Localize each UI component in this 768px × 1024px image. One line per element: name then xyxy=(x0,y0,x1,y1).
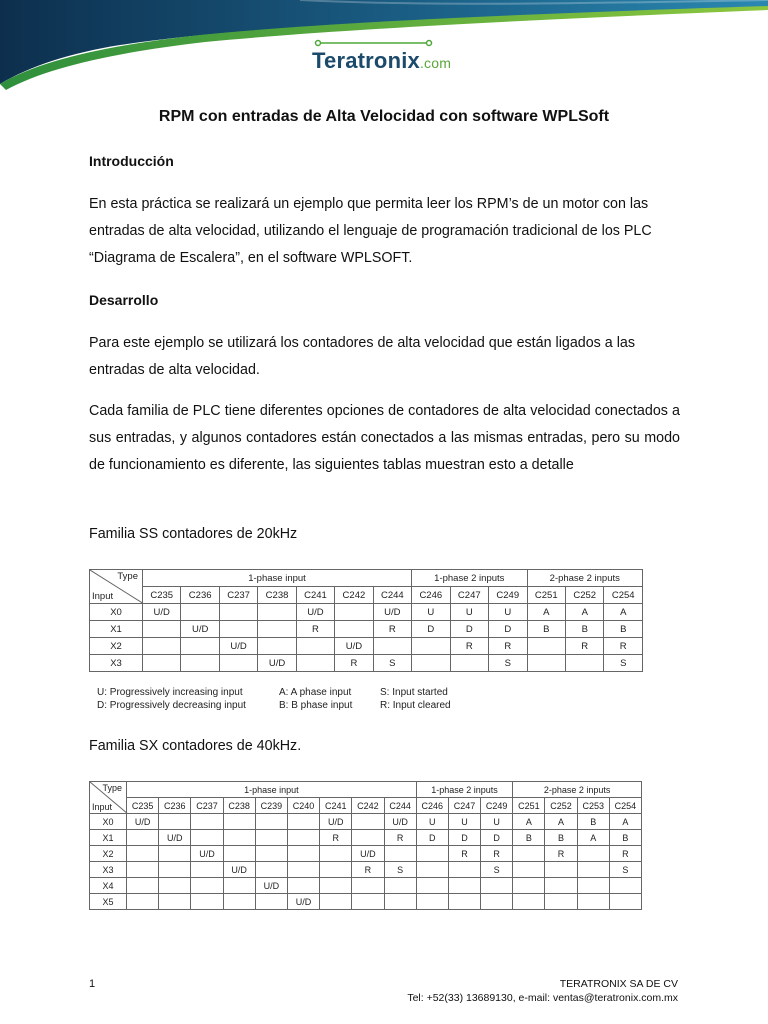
table-cell xyxy=(335,621,373,638)
table-row xyxy=(90,638,643,655)
table-cell xyxy=(545,878,577,894)
table-cell xyxy=(143,638,181,655)
development-heading: Desarrollo xyxy=(89,292,159,308)
table-cell: R xyxy=(604,638,643,655)
table-cell: B xyxy=(527,621,565,638)
table-cell xyxy=(255,894,287,910)
input-row-label: X1 xyxy=(90,830,127,846)
table-cell: B xyxy=(577,814,609,830)
table-cell xyxy=(416,846,448,862)
table-cell xyxy=(609,878,641,894)
table-cell xyxy=(577,878,609,894)
input-row-label: X2 xyxy=(90,846,127,862)
table-row xyxy=(90,862,642,878)
table-cell xyxy=(320,894,352,910)
table-cell xyxy=(609,894,641,910)
document-title: RPM con entradas de Alta Velocidad con software WPLSoft xyxy=(158,108,610,125)
table-cell: U/D xyxy=(191,846,223,862)
footer-contact: Tel: +52(33) 13689130, e-mail: ventas@teratronix.com.mx xyxy=(407,992,678,1004)
table-cell xyxy=(127,862,159,878)
table-cell: R xyxy=(320,830,352,846)
table-cell: S xyxy=(489,655,527,672)
table-cell xyxy=(448,862,480,878)
input-row-label: X4 xyxy=(90,878,127,894)
table-cell xyxy=(287,878,319,894)
table-cell xyxy=(191,814,223,830)
table-row xyxy=(90,894,642,910)
type-label: Type xyxy=(102,783,122,793)
table-cell xyxy=(577,846,609,862)
table-cell: R xyxy=(609,846,641,862)
column-header: C251 xyxy=(513,798,545,814)
column-header: C251 xyxy=(527,587,565,604)
column-header: C241 xyxy=(320,798,352,814)
table-cell: U xyxy=(450,604,488,621)
input-label: Input xyxy=(92,591,114,602)
column-header: C237 xyxy=(219,587,257,604)
table-cell xyxy=(159,814,191,830)
table-cell: A xyxy=(566,604,604,621)
table-cell xyxy=(127,878,159,894)
table-cell xyxy=(416,862,448,878)
footer-contact-block xyxy=(407,977,678,1005)
table-cell: B xyxy=(513,830,545,846)
table-row xyxy=(90,604,643,621)
legend-item: U: Progressively increasing input xyxy=(97,687,243,698)
column-header: C235 xyxy=(127,798,159,814)
table-cell: U/D xyxy=(143,604,181,621)
table-cell: D xyxy=(448,830,480,846)
table-cell xyxy=(513,894,545,910)
table-cell xyxy=(181,655,219,672)
table-cell xyxy=(143,621,181,638)
table-cell: R xyxy=(450,638,488,655)
table-cell: U/D xyxy=(287,894,319,910)
table-cell xyxy=(373,638,411,655)
table-cell: R xyxy=(448,846,480,862)
table-cell xyxy=(143,655,181,672)
table-cell xyxy=(159,894,191,910)
column-header: C254 xyxy=(609,798,641,814)
column-header: C249 xyxy=(481,798,513,814)
group-header: 1-phase input xyxy=(143,570,412,587)
table-cell: U/D xyxy=(373,604,411,621)
input-row-label: X3 xyxy=(90,655,143,672)
header-banner xyxy=(0,0,768,90)
table-cell xyxy=(219,621,257,638)
group-header: 2-phase 2 inputs xyxy=(513,782,642,798)
table-cell: A xyxy=(513,814,545,830)
table-cell xyxy=(258,621,296,638)
group-header: 2-phase 2 inputs xyxy=(527,570,642,587)
table-cell: A xyxy=(604,604,643,621)
table-cell: U xyxy=(481,814,513,830)
group-header: 1-phase 2 inputs xyxy=(416,782,513,798)
table-cell xyxy=(159,862,191,878)
table-cell xyxy=(320,878,352,894)
table-cell xyxy=(181,604,219,621)
table-cell xyxy=(258,604,296,621)
table-cell: R xyxy=(352,862,384,878)
column-header: C253 xyxy=(577,798,609,814)
type-label: Type xyxy=(117,571,138,582)
logo-brand-text: Teratronix xyxy=(312,48,420,73)
logo-domain-text: .com xyxy=(419,55,452,71)
table-cell xyxy=(287,862,319,878)
column-header: C247 xyxy=(448,798,480,814)
table-cell xyxy=(159,846,191,862)
table-cell: U/D xyxy=(320,814,352,830)
intro-heading: Introducción xyxy=(89,153,174,169)
table-cell xyxy=(352,814,384,830)
group-header: 1-phase 2 inputs xyxy=(412,570,527,587)
table-row xyxy=(90,655,643,672)
table-cell: A xyxy=(545,814,577,830)
table-cell: S xyxy=(373,655,411,672)
table-cell: U/D xyxy=(181,621,219,638)
table-cell: B xyxy=(566,621,604,638)
table-cell xyxy=(223,846,255,862)
table-cell: D xyxy=(489,621,527,638)
table-cell: B xyxy=(609,830,641,846)
table-cell: D xyxy=(412,621,450,638)
table-cell xyxy=(223,878,255,894)
table-cell xyxy=(577,862,609,878)
table-cell xyxy=(219,604,257,621)
column-header: C242 xyxy=(335,587,373,604)
table-cell xyxy=(577,894,609,910)
table-cell: R xyxy=(566,638,604,655)
caption-ss-family: Familia SS contadores de 20kHz xyxy=(89,526,298,542)
column-header: C236 xyxy=(181,587,219,604)
table-cell: D xyxy=(481,830,513,846)
table-cell xyxy=(384,878,416,894)
table-cell xyxy=(287,846,319,862)
column-header: C236 xyxy=(159,798,191,814)
column-header: C246 xyxy=(412,587,450,604)
legend-item: S: Input started xyxy=(380,687,448,698)
table-row xyxy=(90,830,642,846)
table-cell xyxy=(352,894,384,910)
table-row xyxy=(90,621,643,638)
table-cell xyxy=(545,894,577,910)
table-cell xyxy=(416,878,448,894)
table-cell: A xyxy=(609,814,641,830)
table-cell xyxy=(412,655,450,672)
table-cell: U/D xyxy=(296,604,334,621)
table-cell: U/D xyxy=(223,862,255,878)
table-cell xyxy=(481,878,513,894)
table-cell: D xyxy=(450,621,488,638)
development-paragraph-2: Cada familia de PLC tiene diferentes opciones de contadores de alta velocidad conectados a sus entradas, y algunos contadores están conectados a las mismas entradas, pero su modo de funcionamiento es diferente, las siguientes tablas muestran esto a detalle xyxy=(89,403,680,473)
table-cell xyxy=(223,814,255,830)
input-row-label: X5 xyxy=(90,894,127,910)
table-cell xyxy=(255,830,287,846)
table-cell: A xyxy=(577,830,609,846)
table-cell xyxy=(191,862,223,878)
table-cell: S xyxy=(481,862,513,878)
table-cell xyxy=(223,894,255,910)
column-header-row xyxy=(90,587,643,604)
table-corner-cell xyxy=(90,570,143,604)
input-row-label: X2 xyxy=(90,638,143,655)
column-header: C244 xyxy=(384,798,416,814)
column-header: C241 xyxy=(296,587,334,604)
table-cell: R xyxy=(373,621,411,638)
table-cell: A xyxy=(527,604,565,621)
input-row-label: X0 xyxy=(90,814,127,830)
table-cell: R xyxy=(481,846,513,862)
table-cell xyxy=(287,830,319,846)
table-cell xyxy=(513,878,545,894)
table-cell xyxy=(448,894,480,910)
table-cell xyxy=(513,862,545,878)
column-header: C247 xyxy=(450,587,488,604)
group-header: 1-phase input xyxy=(127,782,417,798)
table-cell xyxy=(335,604,373,621)
table-cell: B xyxy=(604,621,643,638)
table-cell xyxy=(448,878,480,894)
table-cell: U xyxy=(416,814,448,830)
column-header: C252 xyxy=(566,587,604,604)
column-header: C246 xyxy=(416,798,448,814)
table-cell: U/D xyxy=(352,846,384,862)
table-corner-cell xyxy=(90,782,127,814)
table-cell: U/D xyxy=(258,655,296,672)
intro-paragraph: En esta práctica se realizará un ejemplo que permita leer los RPM’s de un motor con las entradas de alta velocidad, utilizando el lenguaje de programación tradicional de los PLC “Diagrama de Escalera”, en el software WPLSOFT. xyxy=(89,196,652,266)
table-cell: R xyxy=(545,846,577,862)
table-row xyxy=(90,878,642,894)
table-cell xyxy=(255,846,287,862)
table-cell xyxy=(127,846,159,862)
table-cell: U xyxy=(412,604,450,621)
table-cell: D xyxy=(416,830,448,846)
table-cell: U/D xyxy=(255,878,287,894)
table-cell xyxy=(527,638,565,655)
table-cell: S xyxy=(609,862,641,878)
column-header: C249 xyxy=(489,587,527,604)
column-header: C244 xyxy=(373,587,411,604)
column-header: C237 xyxy=(191,798,223,814)
table-cell xyxy=(191,878,223,894)
legend-item: R: Input cleared xyxy=(380,700,451,711)
column-header-row xyxy=(90,798,642,814)
table-cell: B xyxy=(545,830,577,846)
table-cell: U xyxy=(448,814,480,830)
table-cell xyxy=(296,638,334,655)
table-cell xyxy=(352,830,384,846)
table-cell: R xyxy=(335,655,373,672)
input-label: Input xyxy=(92,802,113,812)
legend-item: D: Progressively decreasing input xyxy=(97,700,246,711)
table-cell xyxy=(384,894,416,910)
table-cell xyxy=(481,894,513,910)
column-header: C252 xyxy=(545,798,577,814)
table-cell: R xyxy=(296,621,334,638)
table-cell xyxy=(450,655,488,672)
table-cell xyxy=(352,878,384,894)
table-cell xyxy=(527,655,565,672)
table-cell xyxy=(255,814,287,830)
table-cell xyxy=(320,846,352,862)
legend-item: A: A phase input xyxy=(279,687,352,698)
table-cell xyxy=(127,894,159,910)
table-cell xyxy=(287,814,319,830)
sx-counter-table xyxy=(89,781,642,910)
table-cell xyxy=(513,846,545,862)
table-cell: R xyxy=(384,830,416,846)
table-cell: U/D xyxy=(127,814,159,830)
legend-item: B: B phase input xyxy=(279,700,353,711)
input-row-label: X1 xyxy=(90,621,143,638)
column-header: C235 xyxy=(143,587,181,604)
table-cell: U/D xyxy=(219,638,257,655)
table-cell xyxy=(258,638,296,655)
column-header: C254 xyxy=(604,587,643,604)
table-cell xyxy=(566,655,604,672)
table-cell xyxy=(255,862,287,878)
table-row xyxy=(90,846,642,862)
footer-company: TERATRONIX SA DE CV xyxy=(559,978,678,990)
table-cell xyxy=(545,862,577,878)
column-header: C242 xyxy=(352,798,384,814)
development-paragraph-1: Para este ejemplo se utilizará los contadores de alta velocidad que están ligados a las entradas de alta velocidad. xyxy=(89,335,635,378)
column-header: C238 xyxy=(223,798,255,814)
table-cell xyxy=(320,862,352,878)
table-cell xyxy=(296,655,334,672)
input-row-label: X3 xyxy=(90,862,127,878)
table-cell: U/D xyxy=(384,814,416,830)
table-cell xyxy=(191,830,223,846)
table-cell: S xyxy=(604,655,643,672)
table-cell xyxy=(159,878,191,894)
table-cell: R xyxy=(489,638,527,655)
table-cell: U/D xyxy=(159,830,191,846)
table-cell: U xyxy=(489,604,527,621)
table-row xyxy=(90,814,642,830)
table-cell xyxy=(181,638,219,655)
table-cell xyxy=(223,830,255,846)
caption-sx-family: Familia SX contadores de 40kHz. xyxy=(89,738,302,754)
table-cell xyxy=(219,655,257,672)
column-header: C239 xyxy=(255,798,287,814)
ss-counter-table xyxy=(89,569,643,672)
page-number: 1 xyxy=(89,978,96,990)
table-cell xyxy=(191,894,223,910)
table-cell xyxy=(416,894,448,910)
table-cell xyxy=(384,846,416,862)
table-cell xyxy=(127,830,159,846)
input-row-label: X0 xyxy=(90,604,143,621)
table-cell: U/D xyxy=(335,638,373,655)
table-cell: S xyxy=(384,862,416,878)
table-cell xyxy=(412,638,450,655)
column-header: C238 xyxy=(258,587,296,604)
column-header: C240 xyxy=(287,798,319,814)
